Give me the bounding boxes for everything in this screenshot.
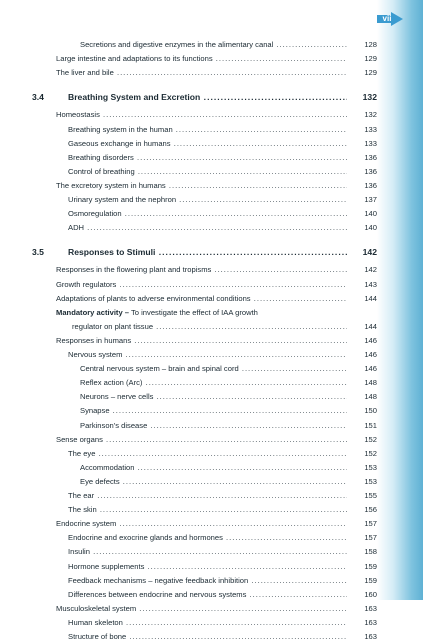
entry-title: The skin ..... — [68, 503, 347, 517]
page-ref: 150 — [364, 406, 377, 416]
page-ref: 153 — [364, 462, 377, 472]
toc-row — [0, 193, 377, 207]
page-ref: 143 — [364, 279, 377, 289]
entry-title: Large intestine and adaptations to its functions ..... — [56, 52, 347, 66]
toc-section-row — [0, 90, 377, 104]
page-ref: 158 — [364, 547, 377, 557]
page-ref: 133 — [364, 138, 377, 148]
entry-title: Gaseous exchange in humans ..... — [68, 137, 347, 151]
entry-title: Adaptations of plants to adverse environmental conditions ..... — [56, 292, 347, 306]
page-ref: 153 — [364, 476, 377, 486]
section-title: Responses to Stimuli ..... — [68, 245, 347, 259]
toc-row — [0, 362, 377, 376]
toc-row — [0, 475, 377, 489]
page-ref: 148 — [364, 378, 377, 388]
toc-row — [0, 404, 377, 418]
toc-row — [0, 574, 377, 588]
entry-title: Accommodation ..... — [80, 461, 347, 475]
entry-title: ADH ..... — [68, 221, 347, 235]
page-ref: 128 — [364, 40, 377, 49]
toc-row — [0, 52, 377, 66]
toc-row — [0, 179, 377, 193]
entry-title: Central nervous system – brain and spinal cord ..... — [80, 362, 347, 376]
entry-title: Responses in the flowering plant and tropisms ..... — [56, 263, 347, 277]
entry-title: The eye ..... — [68, 447, 347, 461]
entry-title: Nervous system ..... — [68, 348, 347, 362]
entry-title: The ear ..... — [68, 489, 347, 503]
toc-row — [0, 630, 377, 644]
toc-row — [0, 517, 377, 531]
entry-title-continuation: regulator on plant tissue ..... — [72, 320, 347, 334]
entry-title: Hormone supplements ..... — [68, 560, 347, 574]
toc-row — [0, 108, 377, 122]
entry-title: Endocrine system ..... — [56, 517, 347, 531]
entry-title: Musculoskeletal system ..... — [56, 602, 347, 616]
page-ref: 142 — [364, 265, 377, 275]
toc-row — [0, 278, 377, 292]
page-ref: 129 — [364, 54, 377, 64]
page-ref: 163 — [364, 603, 377, 613]
toc-row — [0, 123, 377, 137]
entry-title: Eye defects ..... — [80, 475, 347, 489]
page-ref: 146 — [364, 350, 377, 359]
toc-row — [0, 489, 377, 503]
toc-row — [0, 503, 377, 517]
entry-title: Human skeleton ..... — [68, 616, 347, 630]
entry-title: Neurons – nerve cells ..... — [80, 390, 347, 404]
toc-row — [0, 221, 377, 235]
toc-row — [0, 616, 377, 630]
entry-title: Differences between endocrine and nervous systems ..... — [68, 588, 347, 602]
toc-row — [0, 348, 377, 362]
toc-row — [0, 376, 377, 390]
entry-title: Insulin ..... — [68, 545, 347, 559]
page-ref: 163 — [364, 617, 377, 627]
toc-row — [0, 419, 377, 433]
entry-title: Sense organs ..... — [56, 433, 347, 447]
page-ref: 140 — [364, 223, 377, 233]
page-ref: 136 — [364, 166, 377, 176]
page-ref: 144 — [364, 293, 377, 303]
page-ref: 157 — [364, 533, 377, 543]
toc-row — [0, 545, 377, 559]
entry-title: Feedback mechanisms – negative feedback inhibition ..... — [68, 574, 347, 588]
toc-row — [0, 38, 377, 52]
entry-title: Structure of bone ..... — [68, 630, 347, 644]
entry-title: Parkinson's disease ..... — [80, 419, 347, 433]
toc-row — [0, 433, 377, 447]
page-ref: 156 — [364, 505, 377, 515]
entry-title: Synapse ..... — [80, 404, 347, 418]
page-ref: 148 — [364, 392, 377, 402]
page-ref: 136 — [364, 180, 377, 190]
page-ref: 155 — [364, 491, 377, 500]
page-number: vii — [382, 14, 392, 23]
page-ref: 152 — [364, 448, 377, 458]
activity-title: To investigate the effect of IAA growth — [129, 307, 258, 317]
page-ref: 157 — [364, 519, 377, 529]
page-ref: 159 — [364, 575, 377, 585]
page-ref: 159 — [364, 561, 377, 571]
entry-title: The excretory system in humans ..... — [56, 179, 347, 193]
toc-row-continuation — [0, 320, 377, 334]
toc-row — [0, 151, 377, 165]
page-ref: 151 — [364, 420, 377, 430]
section-number: 3.5 — [32, 247, 44, 258]
page-ref: 132 — [362, 92, 377, 103]
entry-title: Control of breathing ..... — [68, 165, 347, 179]
entry-title: The liver and bile ..... — [56, 66, 347, 80]
activity-label: Mandatory activity – — [56, 307, 130, 317]
entry-title: Breathing disorders ..... — [68, 151, 347, 165]
toc-row — [0, 447, 377, 461]
entry-title: Homeostasis ..... — [56, 108, 347, 122]
toc-row — [0, 66, 377, 80]
page-ref: 142 — [362, 247, 377, 258]
toc-row — [0, 390, 377, 404]
page-ref: 160 — [364, 589, 377, 599]
page-ref: 144 — [364, 321, 377, 331]
toc-row — [0, 306, 377, 320]
page-ref: 133 — [364, 124, 377, 134]
page-ref: 140 — [364, 209, 377, 219]
page-ref: 146 — [364, 335, 377, 345]
toc-row — [0, 334, 377, 348]
toc-row — [0, 207, 377, 221]
entry-title: Osmoregulation ..... — [68, 207, 347, 221]
page-number-badge — [377, 12, 403, 26]
toc-row — [0, 292, 377, 306]
entry-title: Endocrine and exocrine glands and hormones ..... — [68, 531, 347, 545]
toc-row — [0, 602, 377, 616]
toc-row — [0, 263, 377, 277]
toc-row — [0, 165, 377, 179]
toc-row — [0, 137, 377, 151]
entry-title: Breathing system in the human ..... — [68, 123, 347, 137]
section-number: 3.4 — [32, 92, 44, 103]
section-title: Breathing System and Excretion ..... — [68, 90, 347, 104]
page-ref: 146 — [364, 364, 377, 374]
toc-row — [0, 560, 377, 574]
page-ref: 129 — [364, 68, 377, 78]
entry-title: Urinary system and the nephron ..... — [68, 193, 347, 207]
page-edge-gradient — [377, 0, 423, 600]
page-ref: 132 — [364, 110, 377, 120]
entry-title: Secretions and digestive enzymes in the alimentary canal ..... — [80, 38, 347, 52]
toc-row — [0, 531, 377, 545]
entry-title: Growth regulators ..... — [56, 278, 347, 292]
page-ref: 136 — [364, 152, 377, 162]
entry-title: Responses in humans ..... — [56, 334, 347, 348]
toc-section-row — [0, 245, 377, 259]
entry-title — [56, 306, 258, 320]
page-ref: 163 — [364, 632, 377, 641]
page-ref: 137 — [364, 195, 377, 204]
page-ref: 152 — [364, 434, 377, 444]
entry-title: Reflex action (Arc) ..... — [80, 376, 347, 390]
toc-row — [0, 461, 377, 475]
